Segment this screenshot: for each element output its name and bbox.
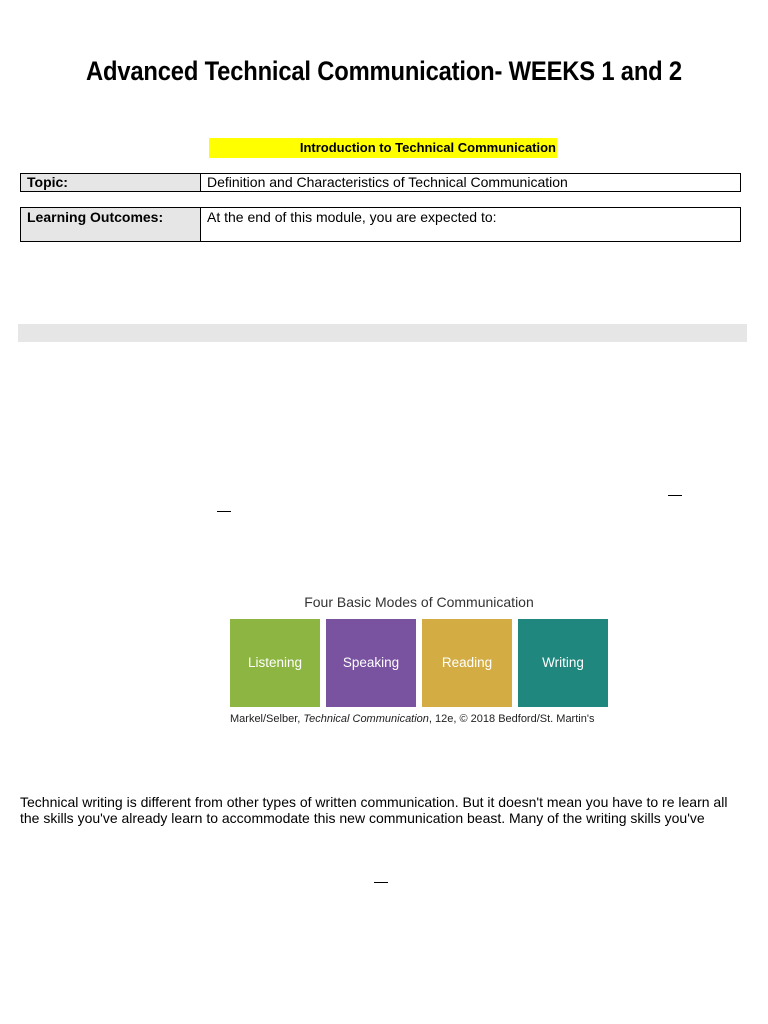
mode-tile-reading: Reading bbox=[422, 619, 512, 707]
learning-outcomes-value: At the end of this module, you are expected to: bbox=[201, 208, 741, 242]
mode-tile-listening: Listening bbox=[230, 619, 320, 707]
caption-edition: , 12e, © 2018 Bedford/St. Martin's bbox=[428, 713, 595, 725]
section-subtitle: Introduction to Technical Communication bbox=[209, 138, 557, 158]
caption-book-title: Technical Communication bbox=[303, 713, 429, 725]
section-divider-bar bbox=[18, 324, 747, 342]
topic-table bbox=[20, 173, 741, 192]
mode-tile-writing: Writing bbox=[518, 619, 608, 707]
topic-label: Topic: bbox=[21, 174, 201, 192]
mode-tile-speaking: Speaking bbox=[326, 619, 416, 707]
learning-outcomes-table bbox=[20, 207, 741, 242]
body-paragraph: Technical writing is different from other types of written communication. But it doesn't mean you have to re learn all the skills you've already learn to accommodate this new communication beast. Many of the writing skills you've bbox=[20, 794, 728, 826]
dash-mark bbox=[668, 495, 682, 496]
caption-author: Markel/Selber, bbox=[230, 713, 301, 725]
figure-title: Four Basic Modes of Communication bbox=[304, 594, 534, 610]
topic-value: Definition and Characteristics of Technical Communication bbox=[201, 174, 741, 192]
topic-row bbox=[21, 174, 741, 192]
figure-caption bbox=[230, 713, 594, 725]
dash-mark bbox=[374, 882, 388, 883]
dash-mark bbox=[217, 511, 231, 512]
communication-modes-figure bbox=[224, 587, 614, 732]
learning-outcomes-label: Learning Outcomes: bbox=[21, 208, 201, 242]
document-title: Advanced Technical Communication- WEEKS 1 and 2 bbox=[86, 56, 682, 86]
learning-outcomes-row bbox=[21, 208, 741, 242]
